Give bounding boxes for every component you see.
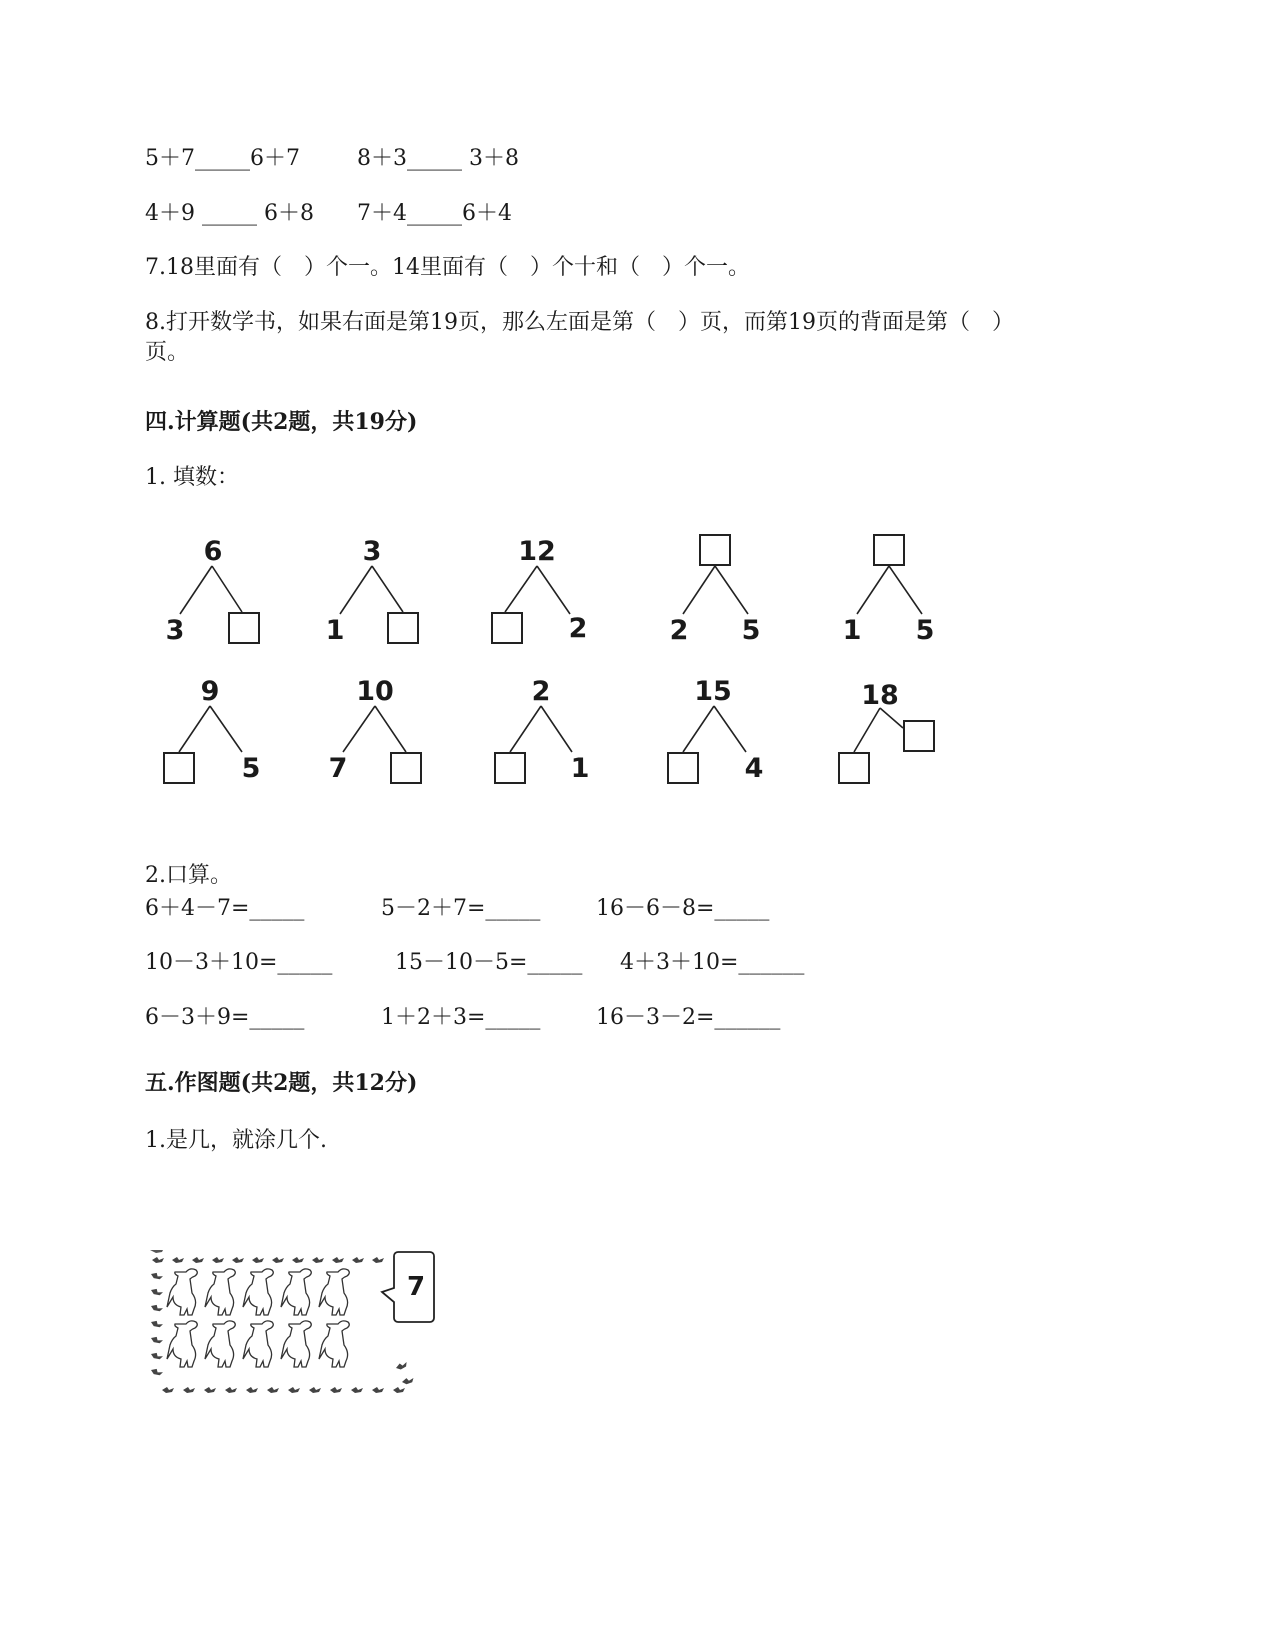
dinosaur-coloring-panel xyxy=(150,1250,462,1418)
footprint-mark xyxy=(395,1361,408,1371)
dinosaur-figure xyxy=(243,1321,273,1367)
footprint-mark xyxy=(225,1387,237,1393)
tree-4-left: 2 xyxy=(669,615,689,646)
footprint-mark xyxy=(150,1335,163,1345)
tree-9-top: 15 xyxy=(694,676,732,707)
footprint-mark xyxy=(172,1257,184,1263)
tree-9-right: 4 xyxy=(744,753,764,784)
footprint-mark xyxy=(292,1257,304,1263)
footprint-mark xyxy=(204,1387,216,1393)
tree-10-right-answer-box[interactable] xyxy=(903,720,935,752)
tree-10-top: 18 xyxy=(861,680,899,711)
question-8-line1: 8.打开数学书，如果右面是第19页，那么左面是第（ ）页，而第19页的背面是第（ ） xyxy=(145,310,1014,335)
footprint-mark xyxy=(150,1303,163,1313)
footprint-mark xyxy=(192,1257,204,1263)
mental-3-1: 6－3＋9=_____ xyxy=(145,1005,305,1030)
footprint-mark xyxy=(288,1387,300,1393)
dinosaur-figure xyxy=(205,1269,235,1315)
tree-2-right-answer-box[interactable] xyxy=(387,612,419,644)
bubble-number: 7 xyxy=(407,1272,426,1302)
footprint-mark xyxy=(150,1367,163,1377)
tree-3-left-answer-box[interactable] xyxy=(491,612,523,644)
footprint-mark xyxy=(246,1387,258,1393)
footprint-mark xyxy=(393,1387,405,1393)
tree-5-left: 1 xyxy=(842,615,862,646)
mental-1-1: 6＋4－7=_____ xyxy=(145,896,305,921)
compare-row1-a: 5＋7_____6＋7 xyxy=(145,146,300,171)
dinosaur-figure xyxy=(319,1321,349,1367)
tree-7-top: 10 xyxy=(356,676,394,707)
compare-row1-b: 8＋3_____ 3＋8 xyxy=(357,146,519,171)
mental-1-2: 5－2＋7=_____ xyxy=(381,896,541,921)
question-8-line2: 页。 xyxy=(145,340,190,365)
tree-1-right-answer-box[interactable] xyxy=(228,612,260,644)
tree-8-right: 1 xyxy=(570,753,590,784)
tree-7-right-answer-box[interactable] xyxy=(390,752,422,784)
tree-6-left-answer-box[interactable] xyxy=(163,752,195,784)
mental-3-2: 1＋2＋3=_____ xyxy=(381,1005,541,1030)
compare-row2-b: 7＋4_____6＋4 xyxy=(357,201,512,226)
footprint-mark xyxy=(267,1387,279,1393)
footprint-mark xyxy=(272,1257,284,1263)
tree-2-left: 1 xyxy=(325,615,345,646)
footprint-mark xyxy=(309,1387,321,1393)
section-4-title: 四.计算题(共2题，共19分) xyxy=(145,409,418,435)
tree-8-left-answer-box[interactable] xyxy=(494,752,526,784)
mental-2-3: 4＋3＋10=______ xyxy=(620,950,805,975)
mental-2-2: 15－10－5=_____ xyxy=(395,950,583,975)
footprint-mark xyxy=(183,1387,195,1393)
footprint-mark xyxy=(252,1257,264,1263)
footprint-mark xyxy=(401,1377,414,1385)
dinosaur-figure xyxy=(281,1321,311,1367)
footprint-mark xyxy=(232,1257,244,1263)
tree-3-right: 2 xyxy=(568,613,588,644)
mental-2-1: 10－3＋10=_____ xyxy=(145,950,333,975)
footprint-mark xyxy=(150,1287,163,1297)
footprint-mark xyxy=(150,1351,163,1361)
dinosaur-figure xyxy=(205,1321,235,1367)
dinosaur-figure xyxy=(319,1269,349,1315)
footprint-mark xyxy=(330,1387,342,1393)
tree-8-top: 2 xyxy=(531,676,551,707)
compare-row2-a: 4＋9 _____ 6＋8 xyxy=(145,201,314,226)
footprint-mark xyxy=(212,1257,224,1263)
tree-4-right: 5 xyxy=(741,615,761,646)
footprint-mark xyxy=(312,1257,324,1263)
tree-1-left: 3 xyxy=(165,615,185,646)
footprint-mark xyxy=(352,1257,364,1263)
tree-3-top: 12 xyxy=(518,536,556,567)
mental-3-3: 16－3－2=______ xyxy=(596,1005,781,1030)
section-5-title: 五.作图题(共2题，共12分) xyxy=(145,1070,418,1096)
tree-5-top-answer-box[interactable] xyxy=(873,534,905,566)
tree-5-right: 5 xyxy=(915,615,935,646)
footprint-mark xyxy=(332,1257,344,1263)
section-4-q2-title: 2.口算。 xyxy=(145,863,232,888)
tree-1-top: 6 xyxy=(203,536,223,567)
section-4-q1-title: 1. 填数： xyxy=(145,465,239,490)
tree-10-left-answer-box[interactable] xyxy=(838,752,870,784)
footprint-mark xyxy=(152,1257,164,1263)
footprint-mark xyxy=(372,1257,384,1263)
dinosaur-figure xyxy=(281,1269,311,1315)
tree-2-top: 3 xyxy=(362,536,382,567)
dinosaur-figure xyxy=(167,1269,197,1315)
tree-7-left: 7 xyxy=(328,753,348,784)
tree-9-left-answer-box[interactable] xyxy=(667,752,699,784)
footprint-mark xyxy=(351,1387,363,1393)
footprint-mark xyxy=(162,1387,174,1393)
footprint-mark xyxy=(150,1319,163,1329)
mental-1-3: 16－6－8=_____ xyxy=(596,896,770,921)
tree-6-top: 9 xyxy=(200,676,220,707)
footprint-mark xyxy=(372,1387,384,1393)
section-5-q1-title: 1.是几，就涂几个. xyxy=(145,1128,327,1153)
dinosaur-figure xyxy=(243,1269,273,1315)
dinosaur-figure xyxy=(167,1321,197,1367)
tree-4-top-answer-box[interactable] xyxy=(699,534,731,566)
tree-6-right: 5 xyxy=(241,753,261,784)
footprint-mark xyxy=(150,1271,163,1281)
question-7: 7.18里面有（ ）个一。14里面有（ ）个十和（ ）个一。 xyxy=(145,255,750,280)
